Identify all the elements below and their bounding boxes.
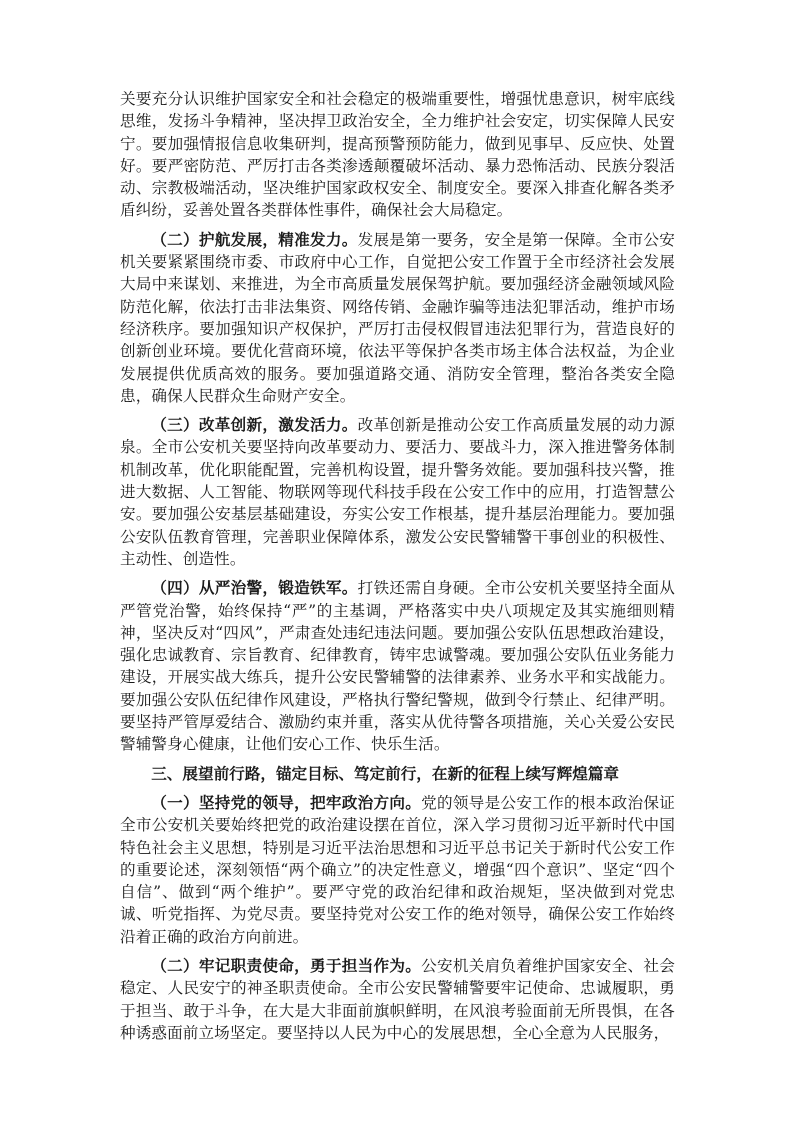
paragraph-lead: （二）牢记职责使命，勇于担当作为。 [151,955,422,975]
section-heading-outlook: 三、展望前行路，锚定目标、笃定前行，在新的征程上续写辉煌篇章 [151,763,620,783]
document-page [120,88,675,1051]
paragraph-text: 改革创新是推动公安工作高质量发展的动力源泉。全市公安机关要坚持向改革要动力、要活力、要战斗力，深入推进警务体制机制改革，优化职能配置，完善机构设置，提升警务效能。要加强科技兴警，推进大数据、人工智能、物联网等现代科技手段在公安工作中的应用，打造智慧公安。要加强公安基层基础建设，夯实公安工作根基，提升基层治理能力。要加强公安队伍教育管理，完善职业保障体系，激发公安民警辅警干事创业的积极性、主动性、创造性。 [120,416,675,568]
paragraph-national-security [120,88,675,222]
paragraph-lead: （二）护航发展，精准发力。 [151,229,358,249]
paragraph-lead: （一）坚持党的领导，把牢政治方向。 [151,792,422,812]
paragraph-lead: （四）从严治警，锻造铁军。 [151,578,358,598]
paragraph-reform-innovation [120,414,675,570]
paragraph-party-leadership [120,792,675,948]
paragraph-text: 发展是第一要务，安全是第一保障。全市公安机关要紧紧围绕市委、市政府中心工作，自觉把公安工作置于全市经济社会发展大局中来谋划、来推进，为全市高质量发展保驾护航。要加强经济金融领域风险防范化解，依法打击非法集资、网络传销、金融诈骗等违法犯罪活动，维护市场经济秩序。要加强知识产权保护，严厉打击侵权假冒违法犯罪行为，营造良好的创新创业环境。要优化营商环境，依法平等保护各类市场主体合法权益，为企业发展提供优质高效的服务。要加强道路交通、消防安全管理，整治各类安全隐患，确保人民群众生命财产安全。 [120,230,675,405]
paragraph-text: 公安机关肩负着维护国家安全、社会稳定、人民安宁的神圣职责使命。全市公安民警辅警要牢记使命、忠诚履职，勇于担当、敢于斗争，在大是大非面前旗帜鲜明，在风浪考验面前无所畏惧，在各种诱惑面前立场坚定。要坚持以人民为中心的发展思想，全心全意为人民服务， [120,956,675,1042]
paragraph-mission-responsibility [120,955,675,1044]
paragraph-lead: （三）改革创新，激发活力。 [151,415,358,435]
paragraph-text: 党的领导是公安工作的根本政治保证全市公安机关要始终把党的政治建设摆在首位，深入学习贯彻习近平新时代中国特色社会主义思想，特别是习近平法治思想和习近平总书记关于新时代公安工作的重要论述，深刻领悟“两个确立”的决定性意义，增强“四个意识”、坚定“四个自信”、做到“两个维护”。要严守党的政治纪律和政治规矩，坚决做到对党忠诚、听党指挥、为党尽责。要坚持党对公安工作的绝对领导，确保公安工作始终沿着正确的政治方向前进。 [120,793,675,946]
paragraph-strict-governance [120,577,675,755]
paragraph-protect-development [120,229,675,407]
paragraph-text: 打铁还需自身硬。全市公安机关要坚持全面从严管党治警，始终保持“严”的主基调，严格落实中央八项规定及其实施细则精神，坚决反对“四风”，严肃查处违纪违法问题。要加强公安队伍思想政治建设，强化忠诚教育、宗旨教育、纪律教育，铸牢忠诚警魂。要加强公安队伍业务能力建设，开展实战大练兵，提升公安民警辅警的法律素养、业务水平和实战能力。要加强公安队伍纪律作风建设，严格执行警纪警规，做到令行禁止、纪律严明。要坚持严管厚爱结合、激励约束并重，落实从优待警各项措施，关心关爱公安民警辅警身心健康，让他们安心工作、快乐生活。 [120,579,675,754]
paragraph-text: 关要充分认识维护国家安全和社会稳定的极端重要性，增强忧患意识，树牢底线思维，发扬斗争精神，坚决捍卫政治安全，全力维护社会安定，切实保障人民安宁。要加强情报信息收集研判，提高预警预防能力，做到见事早、反应快、处置好。要严密防范、严厉打击各类渗透颠覆破坏活动、暴力恐怖活动、民族分裂活动、宗教极端活动，坚决维护国家政权安全、制度安全。要深入排查化解各类矛盾纠纷，妥善处置各类群体性事件，确保社会大局稳定。 [120,90,675,220]
